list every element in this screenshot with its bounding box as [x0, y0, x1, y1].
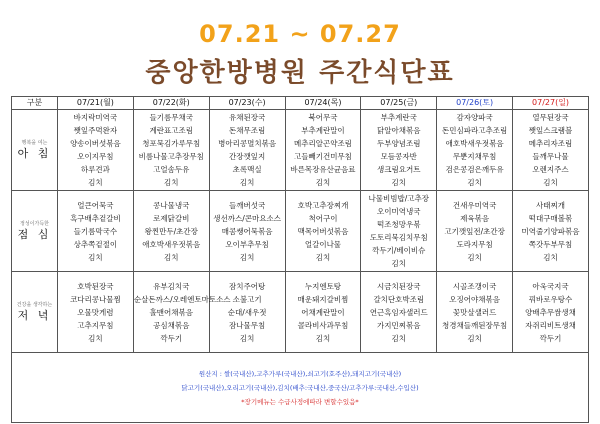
menu-item: 꿔바로우탕수 [528, 294, 573, 304]
menu-item: 메추리자조림 [528, 139, 573, 148]
menu-item-list [437, 111, 512, 189]
menu-item: 청경채들깨된장무침 [442, 320, 508, 330]
menu-item: 북어무국 [308, 113, 338, 122]
menu-item: 김치 [315, 333, 331, 343]
menu-item-list [361, 192, 436, 270]
menu-item: 초록맥실 [232, 165, 262, 174]
menu-item-list [286, 280, 361, 345]
menu-item: 김치 [543, 252, 558, 262]
menu-item: 생크림요거트 [377, 165, 421, 174]
menu-change-notice: *장기메뉴는 수급사정에따라 변할수있음* [241, 397, 359, 406]
menu-item: 콜라비사과무침 [297, 320, 349, 330]
menu-item: 미역줄기양파볶음 [521, 226, 580, 236]
menu-item-list [513, 111, 588, 189]
column-header-wednesday: 07/23(수) [209, 97, 285, 110]
column-header-saturday: 07/26(토) [437, 97, 513, 110]
menu-item: 메추리알곤약조림 [293, 139, 352, 148]
menu-item: 검은콩검은깨두유 [445, 165, 504, 174]
menu-item: 순살돈까스/오레엔토마토소스 [133, 294, 231, 304]
menu-item: 깍두기/베이비슈 [372, 246, 426, 255]
menu-item: 떡조청망우볶 [377, 220, 421, 229]
menu-item: 쪽갓두부무침 [528, 239, 573, 249]
title-area [0, 0, 600, 96]
menu-item: 떡대구매볼볶 [528, 213, 573, 223]
date-range: 07.21 ~ 07.27 [199, 20, 401, 48]
menu-item-list [210, 199, 285, 264]
meal-name: 저 녁 [17, 309, 52, 322]
menu-item: 깍두기 [539, 333, 562, 343]
menu-item: 연근흑임자샐러드 [369, 307, 428, 317]
origin-info [12, 353, 589, 423]
menu-item: 하루견과 [80, 165, 110, 174]
menu-item: 병아리콩멸치볶음 [218, 139, 277, 148]
menu-item-list [133, 280, 231, 345]
lunch-row [12, 191, 589, 272]
menu-item: 잠치주어탕 [228, 281, 266, 291]
origin-line-1 [12, 367, 588, 381]
menu-item: 김치 [467, 252, 482, 262]
menu-item: 쨋잎스크램블 [528, 126, 573, 135]
menu-item-list [437, 280, 512, 345]
menu-item: 바른목장유산균음료 [290, 165, 356, 174]
menu-cell [437, 191, 513, 272]
menu-item: 상추쪽겉절이 [73, 239, 118, 249]
menu-item: 비름나물고추장무침 [138, 152, 204, 161]
menu-item: 계란표고조림 [149, 126, 193, 135]
meal-label-dinner [12, 272, 58, 353]
menu-item: 맥목어버섯볶음 [297, 226, 349, 236]
meal-name: 아 침 [17, 147, 52, 160]
menu-cell [285, 191, 361, 272]
menu-item-list [286, 111, 361, 189]
menu-item: 간장깻잎지 [228, 152, 266, 161]
menu-item: 자쥐리비트생채 [525, 320, 576, 330]
meal-label-lunch [12, 191, 58, 272]
menu-item: 모듬콩자반 [380, 152, 417, 161]
menu-item: 들기름무채국 [149, 113, 193, 122]
menu-item: 김치 [164, 178, 179, 187]
menu-cell [437, 272, 513, 353]
menu-item: 김치 [88, 178, 103, 187]
menu-item: 갈치단호박조림 [373, 294, 425, 304]
menu-item: 무뿐지채무침 [452, 152, 497, 161]
menu-item: 애호박새우젓볶음 [445, 139, 504, 148]
menu-item: 김치 [164, 252, 179, 262]
menu-item: 김치 [391, 259, 407, 268]
menu-item: 김치 [315, 252, 331, 262]
menu-item: 감자양파국 [456, 113, 493, 122]
menu-item: 닭알아채볶음 [377, 126, 421, 135]
menu-item: 시골조갱이국 [452, 281, 497, 291]
menu-item: 양송이버섯볶음 [70, 139, 121, 148]
menu-item: 김치 [88, 252, 103, 262]
menu-item: 오이지무침 [77, 152, 114, 161]
menu-item: 도라지무침 [456, 239, 493, 249]
menu-item: 척어구이 [308, 213, 338, 223]
menu-item: 고추지무침 [77, 320, 114, 330]
menu-item: 유채된장국 [228, 113, 266, 122]
menu-item: 순대/새우젓 [227, 307, 267, 317]
column-header-sunday: 07/27(일) [513, 97, 589, 110]
menu-item-list [58, 199, 133, 264]
dinner-row [12, 272, 589, 353]
menu-cell [209, 110, 285, 191]
menu-cell [133, 110, 209, 191]
menu-item: 열무된장국 [532, 113, 569, 122]
menu-item: 들기름막국수 [73, 226, 118, 236]
menu-item: 생선까스/콘마요소스 [213, 213, 281, 223]
menu-item-list [513, 199, 588, 264]
menu-cell [361, 272, 437, 353]
menu-item: 두부양념조림 [377, 139, 421, 148]
column-header-friday: 07/25(금) [361, 97, 437, 110]
menu-item: 오이부추무침 [225, 239, 269, 249]
menu-item: 나물비빔밥/고추장 [368, 194, 430, 203]
page-title: 중앙한방병원 주간식단표 [145, 58, 455, 88]
column-header-tuesday: 07/22(화) [133, 97, 209, 110]
menu-item: 돈채무조림 [228, 126, 266, 135]
menu-item: 부추계란국 [380, 113, 417, 122]
menu-cell [513, 110, 589, 191]
menu-item-list [134, 111, 209, 189]
menu-item-list [58, 280, 133, 345]
menu-item: 제육볶음 [460, 213, 490, 223]
footer-row [12, 353, 589, 423]
menu-cell [58, 191, 134, 272]
origin-label: 원산지 : [198, 369, 222, 378]
menu-item: 콩나물냉국 [153, 200, 190, 210]
menu-item-list [210, 111, 285, 189]
menu-item: 오물맛게렴 [77, 307, 114, 317]
menu-cell [285, 110, 361, 191]
column-header-label: 구분 [12, 97, 58, 110]
meal-subtitle: 건강을 생각하는 [16, 302, 53, 308]
menu-item: 누지엔토탕 [304, 281, 342, 291]
menu-cell [361, 110, 437, 191]
menu-item: 건새우미역국 [452, 200, 497, 210]
menu-item: 소불고기 [232, 294, 262, 304]
menu-item: 오렌지주스 [532, 165, 569, 174]
menu-item: 공심채볶음 [153, 320, 190, 330]
menu-item: 홀맨어채볶음 [149, 307, 193, 317]
menu-item: 깍두기 [160, 333, 183, 343]
menu-item: 부추계란말이 [301, 126, 345, 135]
menu-item: 오이미역냉국 [377, 207, 421, 216]
menu-cell [361, 191, 437, 272]
menu-item: 꽃맛살샐러드 [452, 307, 497, 317]
menu-item-list [58, 111, 133, 189]
menu-item: 얼갈이나물 [304, 239, 342, 249]
menu-item: 흑구배추겉갈비 [70, 213, 121, 223]
menu-item: 김치 [391, 333, 407, 343]
menu-item: 들깨버섯국 [228, 200, 266, 210]
menu-item: 코다리콩나물찜 [70, 294, 121, 304]
meal-subtitle: 정성이가득한 [20, 221, 49, 227]
menu-item: 청포묵김가루무침 [142, 139, 201, 148]
menu-item: 호박된장국 [77, 281, 114, 291]
menu-item: 로제닭갈비 [153, 213, 190, 223]
menu-item: 아욱국지국 [532, 281, 569, 291]
menu-cell [437, 110, 513, 191]
menu-item: 시금치된장국 [377, 281, 421, 291]
menu-item: 김치 [239, 178, 255, 187]
menu-cell [58, 110, 134, 191]
menu-item: 들깨무나물 [532, 152, 569, 161]
menu-item-list [361, 280, 436, 345]
menu-item: 김치 [467, 333, 482, 343]
menu-item: 김치 [315, 178, 331, 187]
origin-items-1: 쌀(국내산),고추가루(국내산),쇠고기(호주산),돼지고기(국내산) [223, 369, 402, 378]
column-header-thursday: 07/24(목) [285, 97, 361, 110]
menu-item-list [134, 199, 209, 264]
menu-item: 김치 [391, 178, 407, 187]
menu-item: 매운돼지갈비찜 [297, 294, 349, 304]
menu-item: 고기깻잎전/초간장 [444, 226, 505, 236]
menu-item-list [437, 199, 512, 264]
meal-label-breakfast [12, 110, 58, 191]
breakfast-row [12, 110, 589, 191]
menu-item: 사태찌개 [536, 200, 566, 210]
menu-cell [133, 272, 231, 353]
column-header-monday: 07/21(월) [58, 97, 134, 110]
meal-subtitle: 행복을 여는 [21, 140, 48, 146]
menu-item: 쨋잎주먹완자 [73, 126, 118, 135]
origin-line-2: 닭고기(국내산),오리고기(국내산),김치(배추:국내산,중국산/고추가루:국내산,수입산) [181, 383, 419, 392]
menu-item-list [286, 199, 361, 264]
menu-item: 유부김치국 [153, 281, 190, 291]
menu-cell [285, 272, 361, 353]
menu-item: 잠나물무침 [228, 320, 266, 330]
weekly-menu-table [11, 96, 589, 423]
menu-item-list [210, 280, 285, 345]
menu-item: 왕찐만두/초간장 [144, 226, 198, 236]
menu-item: 양배추무쌈생채 [525, 307, 576, 317]
menu-item: 고얼솜두유 [153, 165, 190, 174]
menu-item: 오징어야채볶음 [449, 294, 500, 304]
menu-item: 김치 [543, 178, 558, 187]
menu-item: 김치 [239, 333, 255, 343]
menu-item-list [513, 280, 588, 345]
menu-item: 애호박새우젓볶음 [142, 239, 201, 249]
header-row [12, 97, 589, 110]
menu-item: 김치 [239, 252, 255, 262]
menu-cell [58, 272, 134, 353]
menu-item: 김치 [467, 178, 482, 187]
menu-item: 매콤쌩어묵볶음 [221, 226, 273, 236]
menu-item: 가지민찌볶음 [377, 320, 421, 330]
menu-cell [209, 272, 285, 353]
menu-item-list [361, 111, 436, 189]
menu-item: 고들빼기건미무침 [293, 152, 352, 161]
menu-item: 얼큰어묵국 [77, 200, 114, 210]
menu-item: 어채계란말이 [301, 307, 345, 317]
menu-cell [513, 272, 589, 353]
menu-item: 도토리묵김치무침 [369, 233, 428, 242]
menu-cell [209, 191, 285, 272]
menu-item: 호박고추장찌개 [297, 200, 349, 210]
menu-item: 김치 [88, 333, 103, 343]
meal-name: 점 심 [17, 228, 52, 241]
menu-item: 돈민심파라고추조림 [442, 126, 508, 135]
menu-cell [133, 191, 209, 272]
menu-cell [513, 191, 589, 272]
menu-item: 바지락미역국 [73, 113, 118, 122]
